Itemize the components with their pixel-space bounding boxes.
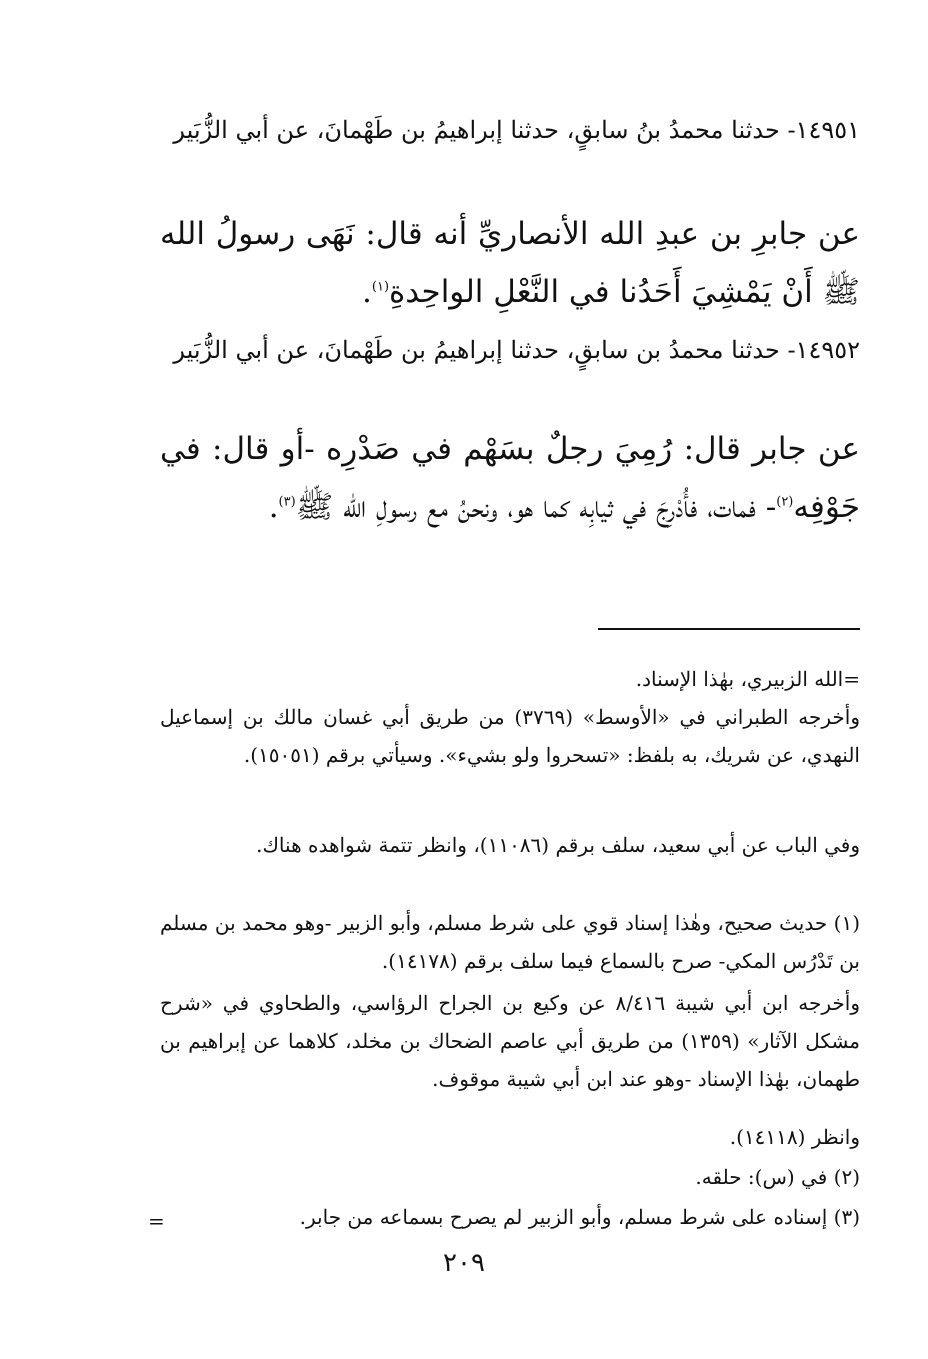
footnote-ref-3: (٣)	[278, 494, 296, 510]
footnote-2: (٢) في (س): حلقه.	[695, 1165, 860, 1189]
hadith-14951-matn	[160, 205, 860, 321]
hadith-14952-matn-end: .	[268, 489, 279, 525]
page-number: ٢٠٩	[443, 1248, 485, 1278]
continuation-mark: =	[148, 1209, 165, 1233]
footnote-1-continued: وأخرجه ابن أبي شيبة ٨/٤١٦ عن وكيع بن الجراح الرؤاسي، والطحاوي في «شرح مشكل الآثار» (١٣٥٩) من طريق أبي عاصم الضحاك بن مخلد، كلاهما عن إبراهيم بن طهمان، بهٰذا الإسناد -وهو عند ابن أبي شيبة موقوف.	[160, 991, 861, 1091]
hadith-14952-matn	[160, 420, 860, 536]
hadith-14952-matn-text-a: عن جابر قال: رُمِيَ رجلٌ بسَهْم في صَدْرِه -أو قال: في جَوْفِه	[160, 431, 860, 525]
footnote-1-see-also: وانظر (١٤١١٨).	[729, 1125, 860, 1149]
footnote-ref-1: (١)	[371, 279, 390, 295]
footnote-1: (١) حديث صحيح، وهٰذا إسناد قوي على شرط مسلم، وأبو الزبير -وهو محمد بن مسلم بن تَدْرُس المكي- صرح بالسماع فيما سلف برقم (١٤١٧٨).	[160, 911, 860, 973]
hadith-14952-isnad: ١٤٩٥٢- حدثنا محمدُ بن سابقٍ، حدثنا إبراهيمُ بن طَهْمانَ، عن أبي الزُّبَير	[173, 336, 860, 364]
hadith-14951-matn-text: عن جابرِ بن عبدِ الله الأنصاريِّ أنه قال: نَهَى رسولُ الله ﷺ أَنْ يَمْشِيَ أَحَدُنا في النَّعْلِ الواحِدةِ	[160, 216, 860, 310]
footnote-separator	[598, 628, 860, 630]
hadith-14952-matn-text-b: - فمات، فأُدْرِجَ في ثيابِه كما هو، ونحنُ مع رسولِ الله ﷺ	[295, 489, 777, 525]
hadith-14951-isnad: ١٤٩٥١- حدثنا محمدُ بنُ سابقٍ، حدثنا إبراهيمُ بن طَهْمانَ، عن أبي الزُّبَير	[173, 116, 860, 144]
hadith-14951-matn-end: .	[362, 274, 372, 310]
footnote-text: وفي الباب عن أبي سعيد، سلف برقم (١١٠٨٦)، وانظر تتمة شواهده هناك.	[256, 833, 860, 857]
footnote-3: (٣) إسناده على شرط مسلم، وأبو الزبير لم يصرح بسماعه من جابر.	[299, 1205, 860, 1229]
footnote-continuation: =الله الزبيري، بهٰذا الإسناد.	[635, 667, 860, 691]
footnote-ref-2: (٢)	[776, 494, 794, 510]
footnote-text: وأخرجه الطبراني في «الأوسط» (٣٧٦٩) من طريق أبي غسان مالك بن إسماعيل النهدي، عن شريك، به بلفظ: «تسحروا ولو بشيء». وسيأتي برقم (١٥٠٥١).	[160, 705, 860, 767]
